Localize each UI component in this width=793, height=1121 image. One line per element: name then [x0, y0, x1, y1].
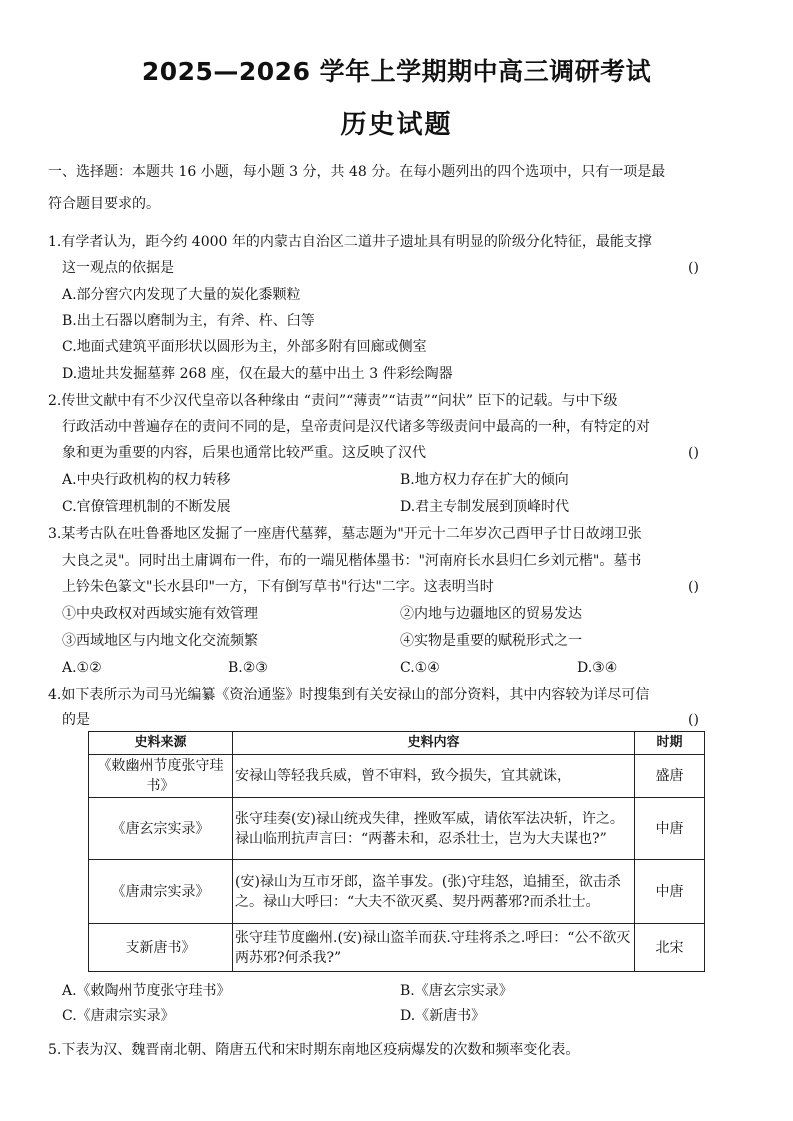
q4-source-table [88, 731, 705, 972]
q3-option-b: B.②③ [228, 660, 268, 676]
q4-option-b: B.《唐玄宗实录》 [400, 983, 513, 999]
section-instructions-line1: 一、选择题：本题共 16 小题，每小题 3 分，共 48 分。在每小题列出的四个选项中，只有一项是最 [48, 164, 666, 180]
table-row [89, 755, 705, 798]
table-cell-period: 盛唐 [635, 755, 705, 798]
q3-answer-paren: () [688, 579, 699, 595]
q3-option-d: D.③④ [577, 660, 618, 676]
table-cell-content: 张守珪节度幽州.(安)禄山盗羊而获.守珪将杀之.呼曰：“公不欲灭两苏邪?何杀我?” [233, 924, 635, 972]
q4-option-c: C.《唐肃宗实录》 [62, 1008, 175, 1024]
q2-option-d: D.君主专制发展到顶峰时代 [400, 499, 570, 515]
q2-option-b: B.地方权力存在扩大的倾向 [400, 472, 569, 488]
q2-option-c: C.官僚管理机制的不断发展 [62, 499, 231, 515]
table-cell-content: (安)禄山为互市牙郎，盗羊事发。(张)守珪怒，追捕至，欲击杀之。禄山大呼曰：“大夫不欲灭奚、契丹两蕃邪?而杀壮士。 [233, 860, 635, 924]
exam-title: 2025—2026 学年上学期期中高三调研考试 [141, 57, 652, 86]
table-cell-period: 北宋 [635, 924, 705, 972]
table-row [89, 924, 705, 972]
q1-option-b: B.出土石器以磨制为主，有斧、杵、臼等 [62, 313, 315, 329]
q3-statement-3: ③西域地区与内地文化交流频繁 [62, 633, 258, 649]
table-cell-source: 《唐玄宗实录》 [89, 798, 233, 860]
table-header-source: 史料来源 [89, 732, 233, 755]
q3-statement-2: ②内地与边疆地区的贸易发达 [400, 606, 582, 622]
q2-option-a: A.中央行政机构的权力转移 [62, 472, 231, 488]
q4-stem-line1: 4.如下表所示为司马光编纂《资治通鉴》时搜集到有关安禄山的部分资料，其中内容较为详尽可信 [48, 687, 650, 703]
q3-stem-line1: 3.某考古队在吐鲁番地区发掘了一座唐代墓葬，墓志题为"开元十二年岁次己酉甲子廿日故翊卫张 [48, 526, 642, 542]
q2-stem-line1: 2.传世文献中有不少汉代皇帝以各种缘由 “责问”“薄责”“诘责”“问状” 臣下的记载。与中下级 [48, 393, 618, 409]
q2-stem-line2: 行政活动中普遍存在的责问不同的是，皇帝责问是汉代诸多等级责问中最高的一种，有特定的对 [62, 419, 650, 435]
q1-option-a: A.部分窖穴内发现了大量的炭化黍颗粒 [62, 287, 301, 303]
q1-stem-line2: 这一观点的依据是 [62, 260, 174, 276]
table-cell-period: 中唐 [635, 860, 705, 924]
table-cell-source: 支新唐书》 [89, 924, 233, 972]
table-header-period: 时期 [635, 732, 705, 755]
q1-option-d: D.遗址共发掘墓葬 268 座，仅在最大的墓中出土 3 件彩绘陶器 [62, 366, 453, 382]
q4-option-d: D.《新唐书》 [400, 1008, 486, 1024]
table-cell-period: 中唐 [635, 798, 705, 860]
section-instructions-line2: 符合题目要求的。 [48, 196, 160, 212]
table-cell-source: 《唐肃宗实录》 [89, 860, 233, 924]
q1-answer-paren: () [688, 260, 699, 276]
table-cell-content: 安禄山等轻我兵威，曾不审料，致今损失，宜其就诛， [233, 755, 635, 798]
table-row [89, 798, 705, 860]
q3-stem-line3: 上钤朱色篆文"长水县印"一方，下有倒写草书"行达"二字。这表明当时 [62, 579, 494, 595]
q1-stem-line1: 1.有学者认为，距今约 4000 年的内蒙古自治区二道井子遗址具有明显的阶级分化特征，最能支撑 [48, 234, 652, 250]
table-cell-content: 张守珪奏(安)禄山统戎失律，挫败军威，请依军法决斩，许之。禄山临刑抗声言曰：“两蕃未和，忍杀壮士，岂为大夫谋也?” [233, 798, 635, 860]
q4-answer-paren: () [688, 712, 699, 728]
q5-stem-line1: 5.下表为汉、魏晋南北朝、隋唐五代和宋时期东南地区疫病爆发的次数和频率变化表。 [48, 1042, 580, 1058]
q3-statement-4: ④实物是重要的赋税形式之一 [400, 633, 582, 649]
q3-option-c: C.①④ [400, 660, 440, 676]
exam-subject: 历史试题 [340, 110, 453, 140]
q2-answer-paren: () [688, 445, 699, 461]
q1-option-c: C.地面式建筑平面形状以圆形为主，外部多附有回廊或侧室 [62, 339, 427, 355]
q4-option-a: A.《敕陶州节度张守珪书》 [62, 983, 231, 999]
q4-stem-line2: 的是 [62, 712, 90, 728]
table-header-content: 史料内容 [233, 732, 635, 755]
q3-option-a: A.①② [62, 660, 102, 676]
q3-statement-1: ①中央政权对西域实施有效管理 [62, 606, 258, 622]
table-header-row [89, 732, 705, 755]
table-cell-source: 《敕幽州节度张守珪书》 [89, 755, 233, 798]
q3-stem-line2: 大良之灵"。同时出土庸调布一件，布的一端见楷体墨书："河南府长水县归仁乡刘元楷"。墓书 [62, 553, 642, 569]
table-row [89, 860, 705, 924]
q2-stem-line3: 象和更为重要的内容，后果也通常比较严重。这反映了汉代 [62, 445, 426, 461]
